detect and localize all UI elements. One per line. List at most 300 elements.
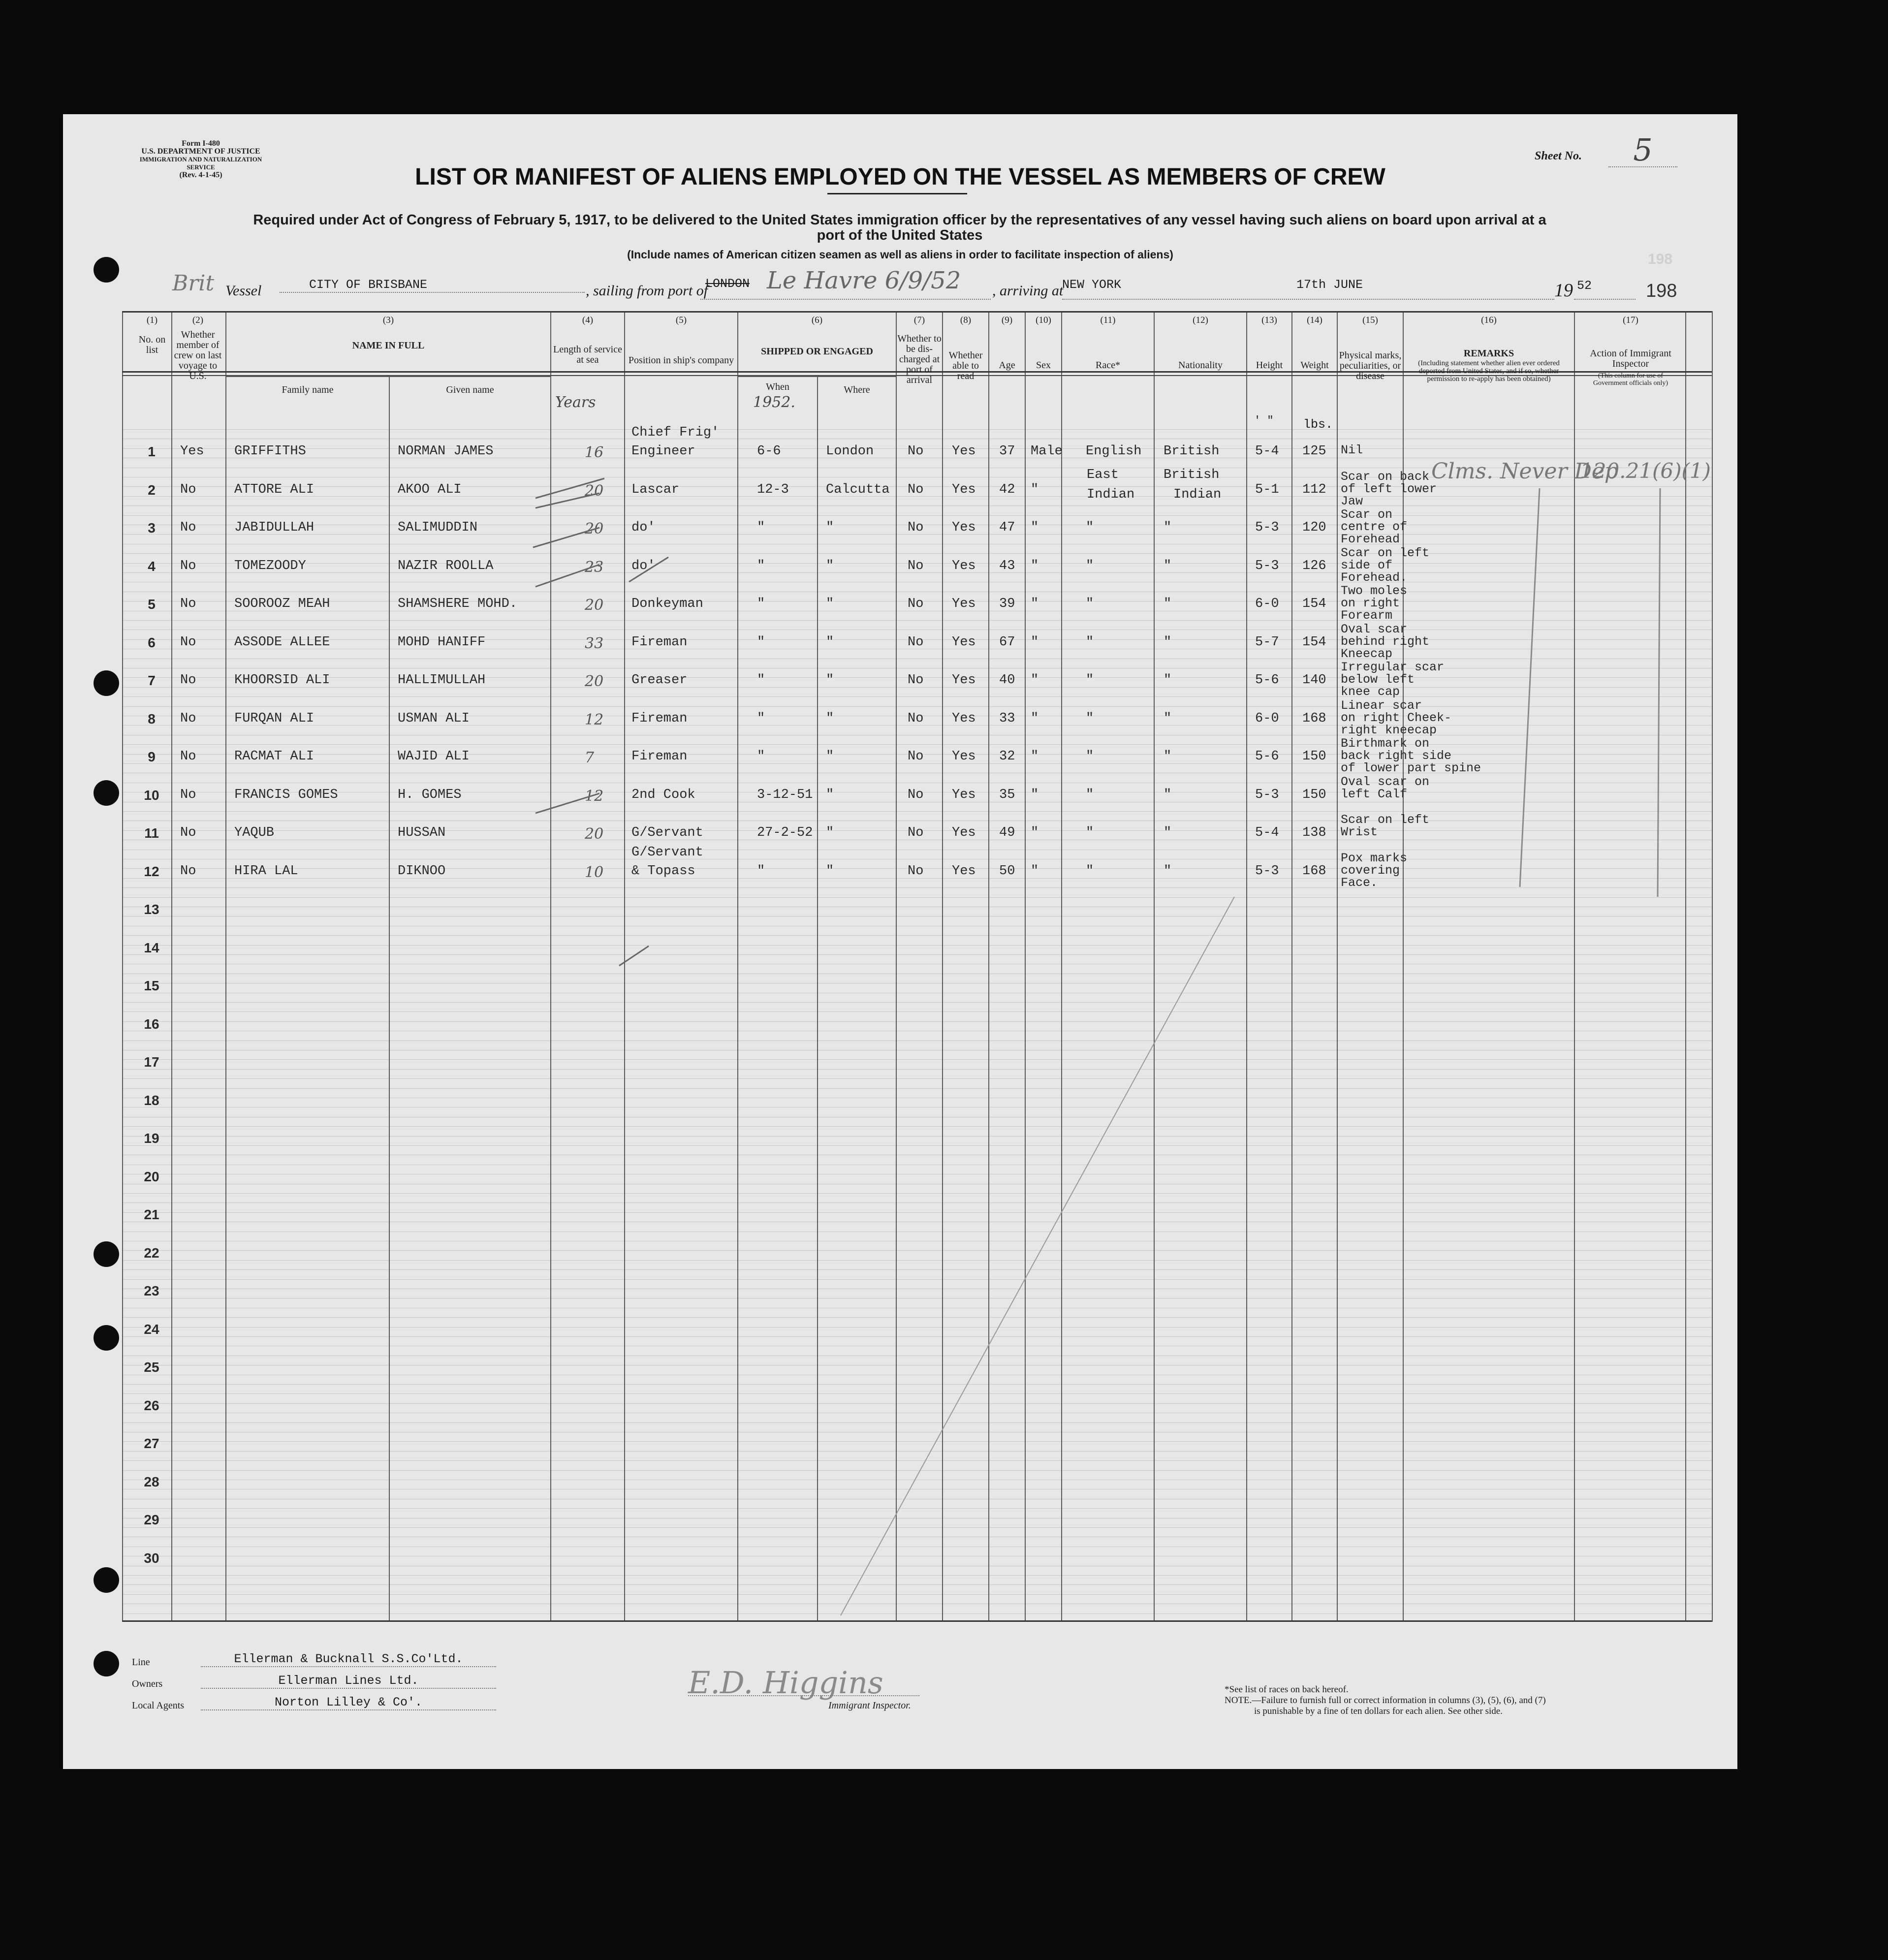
col17-number: (17) [1623,315,1638,325]
family-name: HIRA LAL [234,863,298,879]
years-at-sea: 20 [585,673,604,690]
family-name: TOMEZOODY [234,558,306,573]
agents-value: Norton Lilley & Co'. [201,1695,496,1710]
shipped-when: " [757,749,765,764]
page-number: 198 [1646,281,1677,301]
signature-underline [688,1695,919,1696]
service-name: IMMIGRATION AND NATURALIZATION SERVICE [139,156,262,171]
discharged: No [908,673,924,688]
age: 49 [999,825,1015,840]
department-name: U.S. DEPARTMENT OF JUSTICE [141,147,260,156]
position: Greaser [631,673,688,688]
able-to-read: Yes [952,787,976,802]
shipped-when: " [757,520,765,535]
discharged: No [908,444,924,459]
row-number: 10 [144,787,159,803]
prev-voyage: No [180,482,196,497]
nationality: " [1164,863,1172,879]
year-prefix: 19 [1554,280,1573,301]
col6-number: (6) [811,315,823,325]
where-header: Where [844,384,870,395]
owners-label: Owners [132,1678,163,1689]
prev-voyage: No [180,863,196,879]
discharged: No [908,711,924,726]
row-number: 2 [148,482,156,498]
race: English [1086,444,1142,459]
position: Fireman [631,634,688,650]
nationality: " [1164,825,1172,840]
years-at-sea: 20 [585,482,604,500]
physical-marks: Oval scar behind right Kneecap [1341,622,1430,661]
shipped-where: " [826,673,834,688]
discharged: No [908,787,924,802]
family-name: ASSODE ALLEE [234,634,330,650]
weight: 154 [1302,634,1326,650]
weight: 150 [1302,749,1326,764]
able-to-read: Yes [952,444,976,459]
able-to-read: Yes [952,825,976,840]
position: Lascar [631,482,680,497]
col2-label: Whether member of crew on last voyage to U.S. [174,329,222,381]
weight: 140 [1302,673,1326,688]
owners-value: Ellerman Lines Ltd. [201,1674,496,1689]
race: " [1086,749,1094,764]
col4-number: (4) [582,315,594,325]
shipped-when: 3-12-51 [757,787,813,802]
col1-number: (1) [146,315,158,325]
when-header: When [766,381,789,392]
col4-label: Length of service at sea [553,344,622,365]
years-at-sea: 23 [585,558,604,576]
shipped-when: " [757,558,765,573]
given-name: USMAN ALI [398,711,470,726]
given-name: SALIMUDDIN [398,520,478,535]
physical-marks: Scar on left side of Forehead. [1341,545,1430,585]
row-number: 14 [144,940,159,955]
subtitle-line-1: Required under Act of Congress of February 5, 1917, to be delivered to the United States immigration officer by the representatives of any vessel having such aliens on board upon arrival at a [253,212,1546,228]
nationality-line-2: Indian [1173,487,1222,502]
arriving-label: , arriving at [992,283,1064,299]
col7-label: Whether to be dis-charged at port of arrival [897,333,942,385]
col15-number: (15) [1362,315,1378,325]
position: G/Servant [631,825,703,840]
age: 67 [999,634,1015,650]
age: 42 [999,482,1015,497]
discharged: No [908,749,924,764]
position: Fireman [631,711,688,726]
row-number: 18 [144,1092,159,1108]
race: " [1086,825,1094,840]
years-at-sea: 12 [585,787,604,805]
row-number: 19 [144,1131,159,1146]
shipped-when: 27-2-52 [757,825,813,840]
sex: " [1031,787,1039,802]
physical-marks: Scar on left Wrist [1341,813,1430,839]
prev-voyage: No [180,558,196,573]
shipped-where: " [826,634,834,650]
height-unit: ' " [1254,414,1274,427]
discharged: No [908,825,924,840]
given-name: NAZIR ROOLLA [398,558,494,573]
race-line-2: Indian [1087,487,1135,502]
row-number: 20 [144,1169,159,1184]
position: do' [631,520,656,535]
shipped-where: " [826,787,834,802]
able-to-read: Yes [952,863,976,879]
col12-label: Nationality [1178,360,1223,371]
col17-sub: (This column for use of Government officials only) [1593,372,1668,387]
prev-voyage: No [180,787,196,802]
years-at-sea: 10 [585,863,604,881]
sheet-label: Sheet No. [1535,150,1582,162]
row-number: 13 [144,902,159,917]
prev-voyage: No [180,749,196,764]
shipped-when: " [757,711,765,726]
row-number: 27 [144,1436,159,1451]
col3-number: (3) [382,315,394,325]
line-label: Line [132,1657,150,1668]
sex: " [1031,634,1039,650]
prev-voyage: No [180,634,196,650]
shipped-where: " [826,597,834,611]
height: 5-3 [1255,787,1279,802]
sex: " [1031,825,1039,840]
shipped-when: 6-6 [757,444,781,459]
col6-label: SHIPPED OR ENGAGED [761,346,873,357]
sex: " [1031,749,1039,764]
shipped-where: " [826,711,834,726]
when-year: 1952. [753,394,795,411]
pencil-marks [63,114,1737,1769]
weight: 168 [1302,711,1326,726]
age: 32 [999,749,1015,764]
row-number: 23 [144,1283,159,1298]
col2-number: (2) [192,315,204,325]
col7-number: (7) [913,315,925,325]
col17-label: Action of Immigrant Inspector [1590,348,1671,369]
discharged: No [908,597,924,611]
col14-number: (14) [1307,315,1322,325]
row-number: 6 [148,634,156,650]
years-at-sea: 20 [585,597,604,614]
position: Chief Frig' [631,425,720,440]
weight: 125 [1302,444,1326,459]
height: 5-6 [1255,749,1279,764]
position: 2nd Cook [631,787,695,802]
vessel-label: Vessel [225,283,262,299]
height: 6-0 [1255,711,1279,726]
row-number: 22 [144,1245,159,1261]
given-name: MOHD HANIFF [398,634,486,650]
races-note: *See list of races on back hereof. [1225,1684,1349,1695]
remarks-continuation-line [1520,488,1540,887]
shipped-where: " [826,749,834,764]
race: " [1086,597,1094,611]
row-number: 12 [144,863,159,879]
col3-label: NAME IN FULL [352,340,425,351]
given-name: AKOO ALI [398,482,462,497]
col14-label: Weight [1300,360,1329,371]
page-number-faint-stamp: 198 [1648,251,1673,267]
sex: " [1031,597,1039,611]
family-name: YAQUB [234,825,275,840]
page-title: LIST OR MANIFEST OF ALIENS EMPLOYED ON THE VESSEL AS MEMBERS OF CREW [415,164,1385,190]
race: " [1086,673,1094,688]
prev-voyage: No [180,711,196,726]
tick-mark [619,946,649,966]
form-number: Form I-480 [182,139,220,148]
row-number: 11 [144,825,159,841]
physical-marks: Two moles on right Forearm [1341,584,1408,623]
position: do' [631,558,656,573]
family-name-header: Family name [282,384,334,395]
row-number: 15 [144,978,159,993]
years-at-sea: 20 [585,520,604,537]
line-value: Ellerman & Bucknall S.S.Co'Ltd. [201,1652,496,1667]
weight: 120 [1302,520,1326,535]
col8-number: (8) [960,315,972,325]
race: " [1086,787,1094,802]
given-name: DIKNOO [398,863,446,879]
col11-label: Race* [1096,360,1120,371]
inspector-signature: E.D. Higgins [688,1665,883,1701]
race: East [1087,467,1119,482]
height: 5-3 [1255,520,1279,535]
arrival-date: 17th JUNE [1296,278,1363,292]
shipped-where: " [826,825,834,840]
age: 43 [999,558,1015,573]
position: Fireman [631,749,688,764]
nationality: British [1164,444,1220,459]
discharged: No [908,634,924,650]
height: 5-6 [1255,673,1279,688]
given-name-header: Given name [446,384,494,395]
sex: " [1031,673,1039,688]
age: 39 [999,597,1015,611]
able-to-read: Yes [952,597,976,611]
physical-marks: Birthmark on back right side of lower part spine [1341,736,1481,775]
remarks-handwritten: Clms. Never Dep [1431,459,1618,484]
vessel-name: CITY OF BRISBANE [280,278,585,293]
row-number: 29 [144,1512,159,1527]
family-name: KHOORSID ALI [234,673,330,688]
race: " [1086,711,1094,726]
col13-number: (13) [1261,315,1277,325]
row-number: 30 [144,1550,159,1566]
row-number: 26 [144,1397,159,1413]
shipped-when: " [757,597,765,611]
row-number: 17 [144,1054,159,1070]
position: G/Servant [631,845,703,860]
height: 5-4 [1255,444,1279,459]
family-name: FRANCIS GOMES [234,787,338,802]
able-to-read: Yes [952,558,976,573]
shipped-when: 12-3 [757,482,789,497]
shipped-when: " [757,863,765,879]
row-number: 1 [148,444,156,459]
years-at-sea: 20 [585,825,604,843]
nationality: " [1164,634,1172,650]
nationality: " [1164,597,1172,611]
tick-mark [535,793,599,813]
year-value: 52 [1577,279,1592,293]
family-name: JABIDULLAH [234,520,315,535]
col16-number: (16) [1481,315,1497,325]
tick-mark [533,528,599,547]
cancellation-diagonal [841,897,1234,1615]
age: 33 [999,711,1015,726]
physical-marks: Nil [1341,443,1363,457]
weight: 138 [1302,825,1326,840]
col5-number: (5) [675,315,687,325]
row-number: 3 [148,520,156,536]
sex: " [1031,558,1039,573]
age: 50 [999,863,1015,879]
physical-marks: Oval scar on left Calf [1341,774,1430,801]
shipped-when: " [757,634,765,650]
action-continuation-line [1658,488,1660,897]
family-name: GRIFFITHS [234,444,306,459]
row-number: 8 [148,711,156,727]
given-name: HUSSAN [398,825,446,840]
col16-label: REMARKS [1463,348,1514,359]
inspector-label: Immigrant Inspector. [828,1700,911,1711]
form-revision: (Rev. 4-1-45) [179,171,222,179]
prev-voyage: No [180,597,196,611]
port-struck-out: LONDON [705,277,750,291]
age: 40 [999,673,1015,688]
sex: " [1031,520,1039,535]
tick-mark [535,565,599,587]
able-to-read: Yes [952,482,976,497]
weight-unit: lbs. [1303,417,1333,432]
discharged: No [908,558,924,573]
given-name: WAJID ALI [398,749,470,764]
years-at-sea: 33 [585,634,604,652]
port-handwritten: Le Havre 6/9/52 [767,267,961,294]
height: 5-1 [1255,482,1279,497]
tick-mark [629,557,668,582]
col8-label: Whether able to read [948,350,983,381]
given-name: NORMAN JAMES [398,444,494,459]
race: " [1086,520,1094,535]
age: 35 [999,787,1015,802]
row-number: 25 [144,1359,159,1375]
height: 5-4 [1255,825,1279,840]
weight: 154 [1302,597,1326,611]
row-number: 28 [144,1474,159,1489]
col4-unit: Years [555,394,596,411]
row-number: 9 [148,749,156,764]
shipped-when: " [757,673,765,688]
col10-number: (10) [1036,315,1051,325]
shipped-where: " [826,520,834,535]
height: 5-3 [1255,863,1279,879]
race: " [1086,634,1094,650]
nationality: British [1164,467,1220,482]
discharged: No [908,863,924,879]
able-to-read: Yes [952,749,976,764]
sex: " [1031,863,1039,879]
physical-marks: Pox marks covering Face. [1341,851,1408,890]
able-to-read: Yes [952,634,976,650]
shipped-where: London [826,444,874,459]
height: 5-7 [1255,634,1279,650]
discharged: No [908,482,924,497]
position-line-2: Engineer [631,444,695,459]
penalty-note-2: is punishable by a fine of ten dollars for each alien. See other side. [1254,1706,1503,1716]
nationality: " [1164,673,1172,688]
manifest-sheet [63,114,1737,1769]
race: " [1086,558,1094,573]
able-to-read: Yes [952,711,976,726]
col5-label: Position in ship's company [628,355,734,366]
prev-voyage: No [180,673,196,688]
nationality: " [1164,711,1172,726]
sex: " [1031,482,1039,497]
weight: 168 [1302,863,1326,879]
row-number: 4 [148,558,156,574]
position-line-2: & Topass [631,863,695,879]
arrival-port: NEW YORK [1062,278,1122,292]
age: 47 [999,520,1015,535]
family-name: RACMAT ALI [234,749,315,764]
family-name: FURQAN ALI [234,711,315,726]
years-at-sea: 7 [585,749,595,766]
able-to-read: Yes [952,520,976,535]
sailing-label: , sailing from port of [586,283,708,299]
age: 37 [999,444,1015,459]
position: Donkeyman [631,597,703,611]
shipped-where: Calcutta [826,482,890,497]
able-to-read: Yes [952,673,976,688]
nationality: " [1164,558,1172,573]
subtitle-note: (Include names of American citizen seamen as well as aliens in order to facilitate inspection of aliens) [627,248,1173,261]
physical-marks: Linear scar on right Cheek- right kneecap [1341,698,1452,737]
physical-marks: Scar on centre of Forehead [1341,507,1408,546]
prev-voyage: No [180,520,196,535]
height: 5-3 [1255,558,1279,573]
years-at-sea: 16 [585,444,604,461]
height: 6-0 [1255,597,1279,611]
family-name: SOOROOZ MEAH [234,597,330,611]
prev-voyage: No [180,825,196,840]
nationality: " [1164,749,1172,764]
vessel-flag-handwritten: Brit [172,271,215,296]
col1-label: No. on list [138,334,166,355]
penalty-note-1: NOTE.—Failure to furnish full or correct information in columns (3), (5), (6), and (7) [1225,1695,1546,1706]
years-at-sea: 12 [585,711,604,728]
row-number: 21 [144,1207,159,1222]
prev-voyage: Yes [180,444,204,459]
family-name: ATTORE ALI [234,482,315,497]
col13-label: Height [1256,360,1283,371]
nationality: " [1164,520,1172,535]
col9-number: (9) [1001,315,1013,325]
col9-label: Age [999,360,1015,371]
row-number: 7 [148,673,156,688]
shipped-where: " [826,558,834,573]
weight: 126 [1302,558,1326,573]
col15-label: Physical marks, peculiarities, or disease [1339,350,1402,381]
agents-label: Local Agents [132,1700,185,1711]
physical-marks: Irregular scar below left knee cap [1341,660,1445,699]
row-number: 5 [148,597,156,612]
race: " [1086,863,1094,879]
col11-number: (11) [1100,315,1116,325]
physical-marks: Scar on back of left lower Jaw [1341,469,1437,508]
weight: 112 [1302,482,1326,497]
